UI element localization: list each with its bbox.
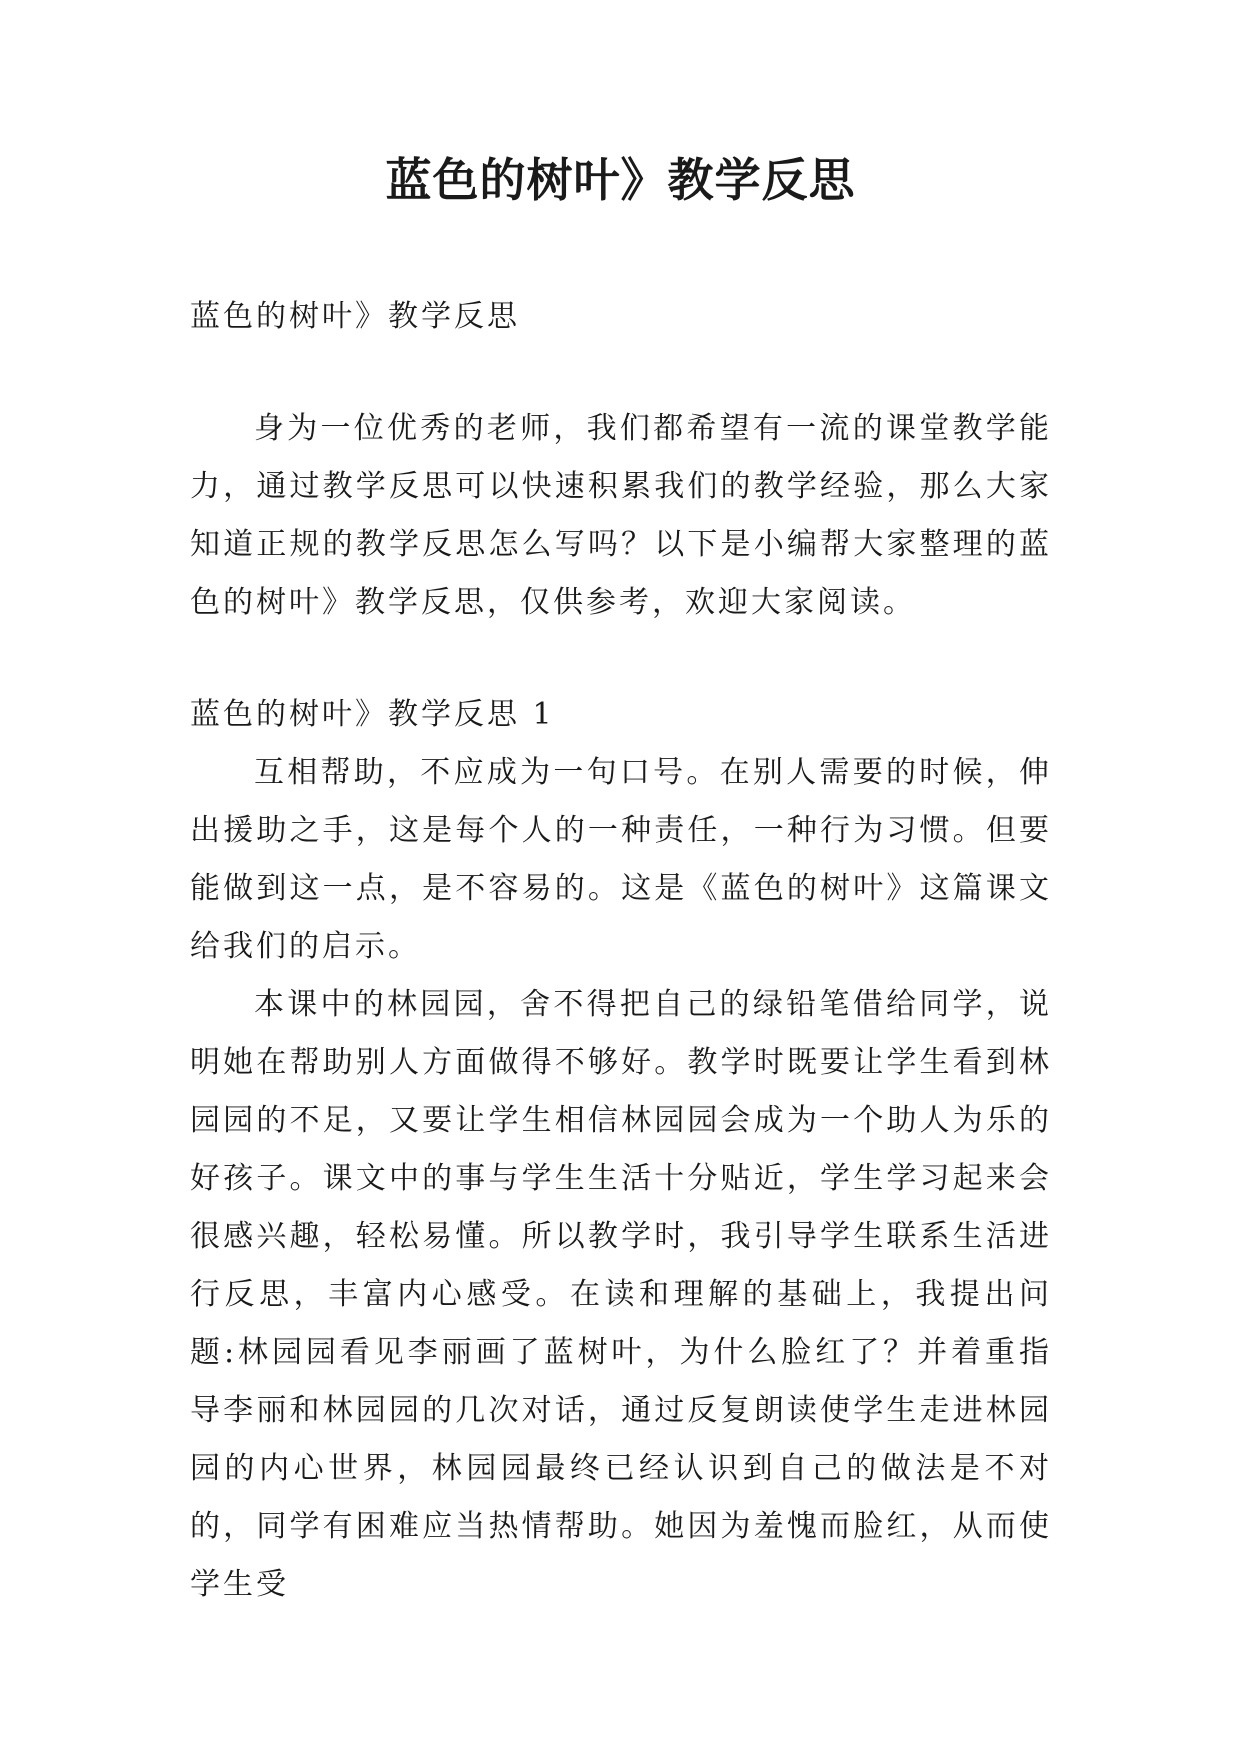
intro-paragraph: 身为一位优秀的老师，我们都希望有一流的课堂教学能力，通过教学反思可以快速积累我们的教学经验，那么大家知道正规的教学反思怎么写吗？以下是小编帮大家整理的蓝色的树叶》教学反思，仅供参考，欢迎大家阅读。 xyxy=(190,411,1052,620)
section-paragraph: 互相帮助，不应成为一句口号。在别人需要的时候，伸出援助之手，这是每个人的一种责任，一种行为习惯。但要能做到这一点，是不容易的。这是《蓝色的树叶》这篇课文给我们的启示。 xyxy=(190,755,1052,964)
document-title: 蓝色的树叶》教学反思 xyxy=(385,153,856,207)
document-subtitle: 蓝色的树叶》教学反思 xyxy=(190,299,520,334)
section-heading: 蓝色的树叶》教学反思 1 xyxy=(190,697,555,732)
section-paragraph: 本课中的林园园，舍不得把自己的绿铅笔借给同学，说明她在帮助别人方面做得不够好。教学时既要让学生看到林园园的不足，又要让学生相信林园园会成为一个助人为乐的好孩子。课文中的事与学生生活十分贴近，学生学习起来会很感兴趣，轻松易懂。所以教学时，我引导学生联系生活进行反思，丰富内心感受。在读和理解的基础上，我提出问题:林园园看见李丽画了蓝树叶，为什么脸红了？并着重指导李丽和林园园的几次对话，通过反复朗读使学生走进林园园的内心世界，林园园最终已经认识到自己的做法是不对的，同学有困难应当热情帮助。她因为羞愧而脸红，从而使学生受 xyxy=(190,987,1052,1602)
